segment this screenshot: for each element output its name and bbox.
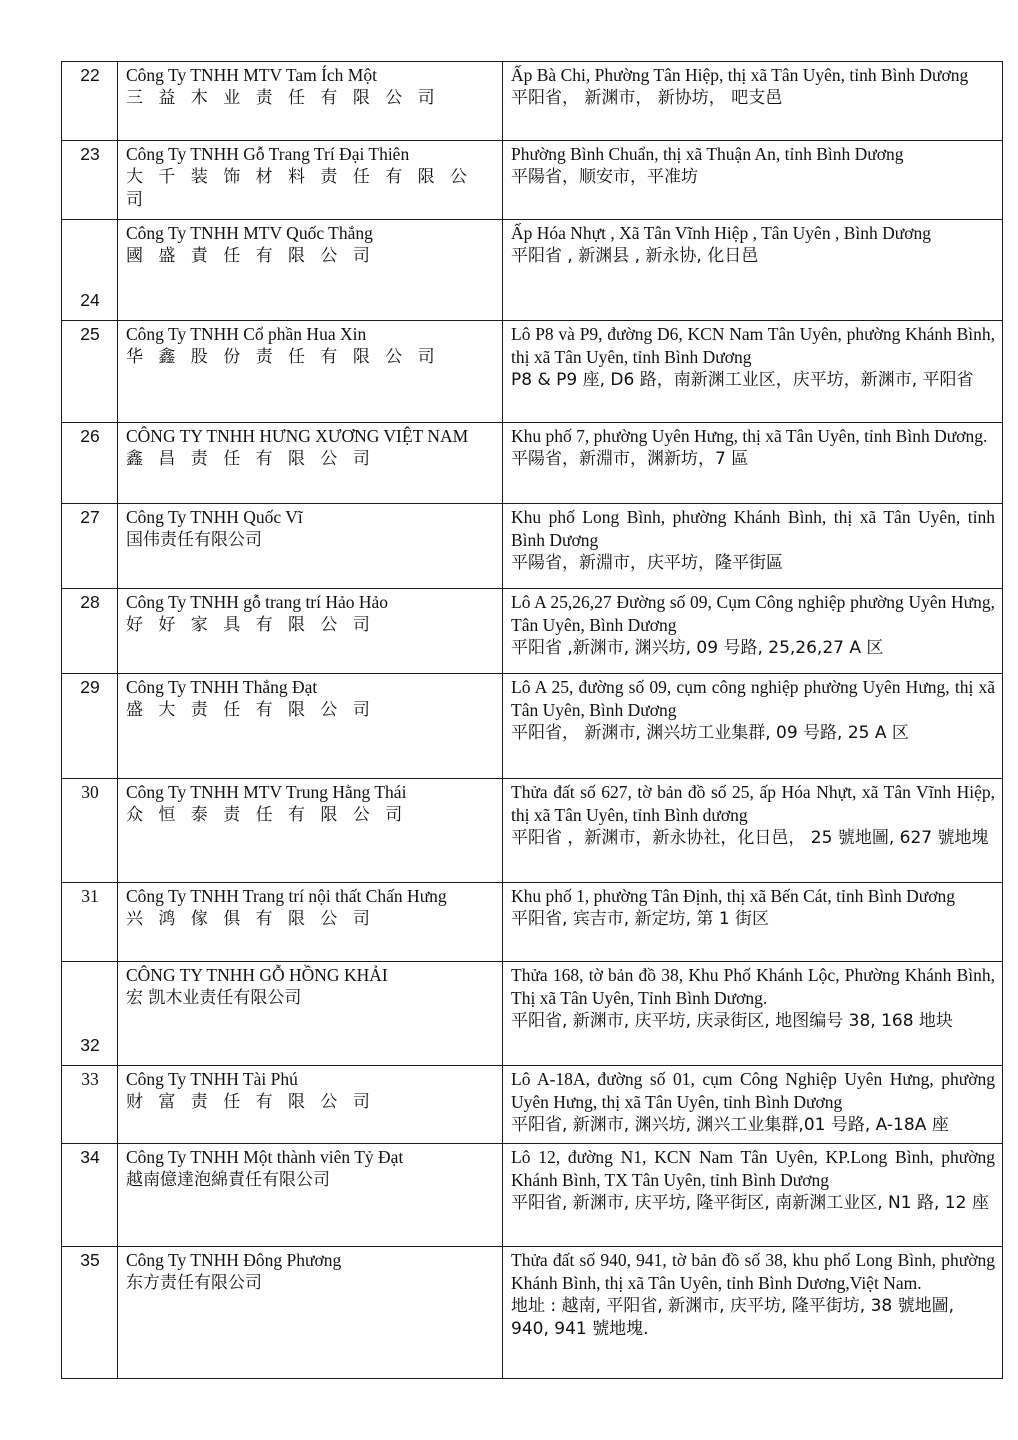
company-name-zh: 大 千 装 饰 材 料 责 任 有 限 公 司	[126, 167, 473, 210]
row-number: 30	[62, 779, 118, 883]
company-name-vi: Công Ty TNHH Đông Phương	[126, 1250, 342, 1270]
row-number: 29	[62, 674, 118, 779]
company-name-zh: 三 益 木 业 责 任 有 限 公 司	[126, 88, 440, 108]
table-row	[62, 1066, 1003, 1144]
table-row	[62, 1247, 1003, 1379]
company-name-zh: 财 富 责 任 有 限 公 司	[126, 1092, 375, 1112]
address-zh: 平阳省 ，新渊市，新永协社，化日邑， 25 號地圖, 627 號地塊	[511, 828, 989, 848]
company-name-cell	[118, 220, 503, 321]
company-name-cell	[118, 962, 503, 1066]
address-vi: Khu phố 1, phường Tân Định, thị xã Bến Cát, tỉnh Bình Dương	[511, 886, 956, 906]
address-zh: 平陽省，新淵市，庆平坊，隆平街區	[511, 553, 783, 573]
company-table	[61, 61, 1003, 1379]
row-number: 27	[62, 504, 118, 589]
company-name-vi: CÔNG TY TNHH GỖ HỒNG KHẢI	[126, 965, 388, 985]
company-name-vi: Công Ty TNHH Cổ phần Hua Xin	[126, 324, 367, 344]
address-zh: 地址 : 越南, 平阳省, 新渊市, 庆平坊, 隆平街坊, 38 號地圖, 940, 941 號地塊.	[511, 1296, 955, 1339]
table-row	[62, 883, 1003, 962]
company-name-vi: Công Ty TNHH MTV Trung Hằng Thái	[126, 782, 407, 802]
address-vi: Khu phố Long Bình, phường Khánh Bình, thị xã Tân Uyên, tỉnh Bình Dương	[511, 507, 995, 550]
company-name-zh: 兴 鸿 傢 俱 有 限 公 司	[126, 909, 375, 929]
company-name-zh: 众 恒 泰 责 任 有 限 公 司	[126, 805, 408, 825]
address-cell	[503, 321, 1003, 423]
company-name-cell	[118, 1144, 503, 1247]
address-vi: Thửa đất số 940, 941, tờ bản đồ số 38, khu phố Long Bình, phường Khánh Bình, thị xã Tân Uyên, tỉnh Bình Dương,Việt Nam.	[511, 1250, 995, 1293]
company-name-vi: Công Ty TNHH Quốc Vĩ	[126, 507, 303, 527]
table-row	[62, 62, 1003, 141]
address-zh: 平阳省 ,新渊市, 渊兴坊, 09 号路, 25,26,27 A 区	[511, 638, 884, 658]
company-name-zh: 好 好 家 具 有 限 公 司	[126, 615, 375, 635]
row-number: 33	[62, 1066, 118, 1144]
address-cell	[503, 62, 1003, 141]
company-name-vi: Công Ty TNHH Gỗ Trang Trí Đại Thiên	[126, 144, 410, 164]
address-cell	[503, 779, 1003, 883]
company-name-vi: Công Ty TNHH Thắng Đạt	[126, 677, 318, 697]
row-number: 22	[62, 62, 118, 141]
company-name-zh: 越南億達泡綿責任有限公司	[126, 1170, 330, 1190]
company-name-vi: CÔNG TY TNHH HƯNG XƯƠNG VIỆT NAM	[126, 426, 469, 446]
address-vi: Lô P8 và P9, đường D6, KCN Nam Tân Uyên, phường Khánh Bình, thị xã Tân Uyên, tỉnh Bình Dương	[511, 324, 995, 367]
table-row	[62, 220, 1003, 321]
address-zh: P8 & P9 座, D6 路，南新渊工业区，庆平坊，新渊市, 平阳省	[511, 370, 974, 390]
company-name-vi: Công Ty TNHH Trang trí nội thất Chấn Hưng	[126, 886, 447, 906]
company-name-cell	[118, 62, 503, 141]
company-name-zh: 鑫 昌 责 任 有 限 公 司	[126, 449, 375, 469]
address-zh: 平阳省， 新渊市， 新协坊， 吧支邑	[511, 88, 783, 108]
row-number: 31	[62, 883, 118, 962]
company-name-cell	[118, 321, 503, 423]
row-number: 23	[62, 141, 118, 220]
row-number: 26	[62, 423, 118, 504]
company-name-zh: 國 盛 責 任 有 限 公 司	[126, 246, 375, 266]
company-name-vi: Công Ty TNHH Một thành viên Tỷ Đạt	[126, 1147, 404, 1167]
address-cell	[503, 220, 1003, 321]
table-row	[62, 141, 1003, 220]
address-vi: Lô 12, đường N1, KCN Nam Tân Uyên, KP.Long Bình, phường Khánh Bình, TX Tân Uyên, tỉnh Bình Dương	[511, 1147, 995, 1190]
address-vi: Ấp Bà Chi, Phường Tân Hiệp, thị xã Tân Uyên, tỉnh Bình Dương	[511, 65, 969, 85]
address-vi: Lô A-18A, đường số 01, cụm Công Nghiệp Uyên Hưng, phường Uyên Hưng, thị xã Tân Uyên, tỉnh Bình Dương	[511, 1069, 995, 1112]
address-zh: 平阳省 , 新渊县 , 新永协, 化日邑	[511, 246, 759, 266]
company-name-vi: Công Ty TNHH MTV Quốc Thắng	[126, 223, 373, 243]
address-cell	[503, 1247, 1003, 1379]
company-name-cell	[118, 504, 503, 589]
address-cell	[503, 1066, 1003, 1144]
address-zh: 平陽省，顺安市，平准坊	[511, 167, 698, 187]
row-number: 32	[62, 962, 118, 1066]
address-cell	[503, 674, 1003, 779]
row-number: 35	[62, 1247, 118, 1379]
table-row	[62, 423, 1003, 504]
table-row	[62, 779, 1003, 883]
table-row	[62, 674, 1003, 779]
address-cell	[503, 423, 1003, 504]
address-vi: Ấp Hóa Nhựt , Xã Tân Vĩnh Hiệp , Tân Uyên , Bình Dương	[511, 223, 931, 243]
company-name-vi: Công Ty TNHH gỗ trang trí Hảo Hảo	[126, 592, 389, 612]
address-zh: 平阳省， 新渊市, 渊兴坊工业集群, 09 号路, 25 A 区	[511, 723, 909, 743]
address-vi: Khu phố 7, phường Uyên Hưng, thị xã Tân Uyên, tỉnh Bình Dương.	[511, 426, 988, 446]
company-name-cell	[118, 1066, 503, 1144]
row-number: 24	[62, 220, 118, 321]
address-zh: 平陽省，新淵市，渊新坊，7 區	[511, 449, 749, 469]
address-cell	[503, 883, 1003, 962]
address-vi: Lô A 25, đường số 09, cụm công nghiệp phường Uyên Hưng, thị xã Tân Uyên, Bình Dương	[511, 677, 995, 720]
table-row	[62, 321, 1003, 423]
company-name-cell	[118, 589, 503, 674]
company-name-zh: 宏 凯木业责任有限公司	[126, 988, 302, 1008]
address-cell	[503, 962, 1003, 1066]
address-zh: 平阳省, 新渊市, 庆平坊, 隆平街区, 南新渊工业区, N1 路, 12 座	[511, 1193, 989, 1213]
company-name-cell	[118, 674, 503, 779]
table-row	[62, 962, 1003, 1066]
company-name-vi: Công Ty TNHH MTV Tam Ích Một	[126, 65, 377, 85]
row-number: 28	[62, 589, 118, 674]
company-name-cell	[118, 883, 503, 962]
company-name-vi: Công Ty TNHH Tài Phú	[126, 1069, 298, 1089]
company-name-cell	[118, 779, 503, 883]
row-number: 34	[62, 1144, 118, 1247]
company-name-cell	[118, 141, 503, 220]
address-cell	[503, 504, 1003, 589]
company-name-zh: 国伟责任有限公司	[126, 530, 262, 550]
table-row	[62, 589, 1003, 674]
address-vi: Phường Bình Chuẩn, thị xã Thuận An, tỉnh Bình Dương	[511, 144, 904, 164]
table-row	[62, 1144, 1003, 1247]
company-name-cell	[118, 423, 503, 504]
company-name-zh: 盛 大 责 任 有 限 公 司	[126, 700, 375, 720]
row-number: 25	[62, 321, 118, 423]
company-name-cell	[118, 1247, 503, 1379]
company-name-zh: 东方责任有限公司	[126, 1273, 262, 1293]
address-cell	[503, 141, 1003, 220]
address-zh: 平阳省, 新渊市, 庆平坊, 庆录街区, 地图编号 38, 168 地块	[511, 1011, 953, 1031]
company-name-zh: 华 鑫 股 份 责 任 有 限 公 司	[126, 347, 440, 367]
address-vi: Lô A 25,26,27 Đường số 09, Cụm Công nghiệp phường Uyên Hưng, Tân Uyên, Bình Dương	[511, 592, 995, 635]
address-vi: Thửa đất số 627, tờ bản đồ số 25, ấp Hóa Nhựt, xã Tân Vĩnh Hiệp, thị xã Tân Uyên, tỉnh Bình dương	[511, 782, 995, 825]
address-cell	[503, 1144, 1003, 1247]
table-row	[62, 504, 1003, 589]
address-vi: Thửa 168, tờ bản đồ 38, Khu Phố Khánh Lộc, Phường Khánh Bình, Thị xã Tân Uyên, Tỉnh Bình Dương.	[511, 965, 995, 1008]
address-cell	[503, 589, 1003, 674]
address-zh: 平阳省, 新渊市, 渊兴坊, 渊兴工业集群,01 号路, A-18A 座	[511, 1115, 949, 1135]
address-zh: 平阳省, 宾吉市, 新定坊, 第 1 街区	[511, 909, 770, 929]
